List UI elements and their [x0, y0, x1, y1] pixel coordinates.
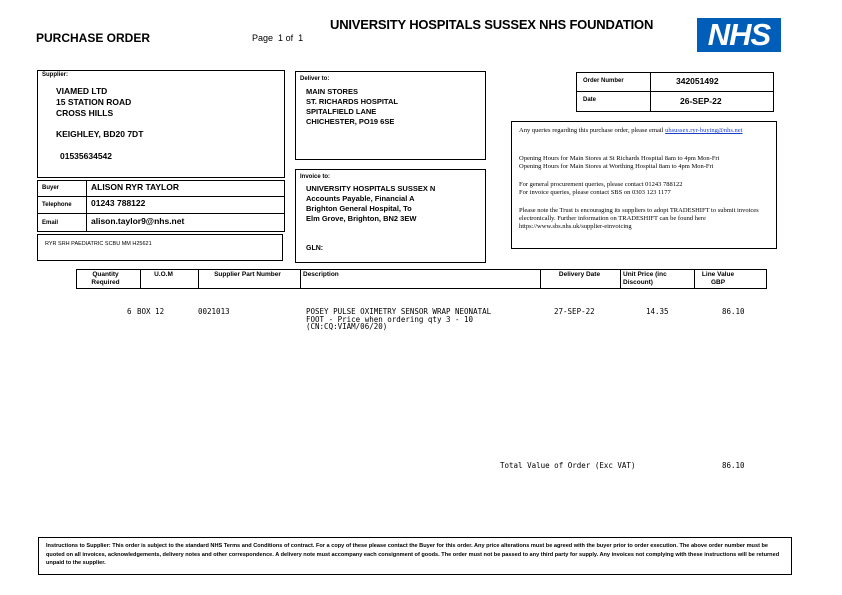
line-delivery-date: 27-SEP-22 [554, 307, 595, 316]
gln-label: GLN: [306, 245, 324, 252]
opening-hours-2: Opening Hours for Main Stores at Worthing Hospital 8am to 4pm Mon-Fri [519, 163, 714, 170]
total-value: 86.10 [722, 461, 745, 470]
line-description-3: (CN:CQ:VIAM/06/20) [306, 322, 388, 331]
supplier-line-2: 15 STATION ROAD [56, 97, 132, 107]
order-date: 26-SEP-22 [680, 96, 722, 106]
deliver-line-2: ST. RICHARDS HOSPITAL [306, 97, 398, 106]
buyer-label: Buyer [42, 185, 60, 191]
line-uom: BOX 12 [137, 307, 165, 316]
queries-email-link[interactable]: uhsussex.ryr-buying@nhs.net [665, 127, 743, 134]
tradeshift-note: Please note the Trust is encouraging its suppliers to adopt TRADESHIFT to submit invoices electronically. Further information on TRADESHIFT can be found here https://www.sbs.nhs.uk/supplier-einvoicing [519, 207, 759, 230]
col-description: Description [303, 271, 339, 278]
document-title: PURCHASE ORDER [36, 31, 151, 45]
invoice-line-1: UNIVERSITY HOSPITALS SUSSEX N [306, 184, 436, 193]
queries-note [519, 127, 769, 135]
line-unit-price: 14.35 [646, 307, 669, 316]
supplier-town-postcode: KEIGHLEY, BD20 7DT [56, 129, 144, 139]
organisation-name: UNIVERSITY HOSPITALS SUSSEX NHS FOUNDATION [330, 17, 654, 32]
reference-box [37, 234, 283, 261]
invoice-line-2: Accounts Payable, Financial A [306, 194, 415, 203]
page-indicator [252, 33, 303, 43]
page-total: 1 [298, 33, 304, 43]
col-line-value: Line Value GBP [701, 271, 735, 286]
supplier-instructions: Instructions to Supplier: This order is subject to the standard NHS Terms and Conditions of contract. For a copy of these please contact the Buyer for this order. Any price alterations must be agreed with the buyer prior to order execution. The above order number must be quoted on all invoices, acknowledgements, delivery notes and other correspondence. A delivery note must accompany each consignment of goods. The order must not be passed to any third party for supply. Any invoices not complying with these instructions will be returned unpaid to the supplier. [46, 543, 780, 566]
invoice-contact: For invoice queries, please contact SBS on 0303 123 1177 [519, 189, 671, 196]
order-number: 342051492 [676, 76, 719, 86]
line-value: 86.10 [722, 307, 745, 316]
col-delivery-date: Delivery Date [558, 271, 601, 278]
invoice-to-label: Invoice to: [300, 174, 331, 180]
buyer-telephone: 01243 788122 [91, 198, 146, 208]
col-uom: U.O.M [154, 271, 173, 278]
opening-hours-1: Opening Hours for Main Stores at St Richards Hospital 8am to 4pm Mon-Fri [519, 155, 720, 162]
line-part-number: 0021013 [198, 307, 230, 316]
invoice-line-3: Brighton General Hospital, To [306, 204, 412, 213]
line-description-2: FOOT - Price when ordering qty 3 - 10 [306, 315, 474, 324]
deliver-to-label: Deliver to: [300, 76, 330, 82]
supplier-line-3: CROSS HILLS [56, 108, 114, 118]
col-quantity: Quantity Required [91, 271, 120, 286]
page-of: of [285, 33, 294, 43]
line-qty: 6 [127, 307, 132, 316]
buyer-name: ALISON RYR TAYLOR [91, 182, 179, 192]
telephone-label: Telephone [42, 202, 72, 208]
invoice-line-4: Elm Grove, Brighton, BN2 3EW [306, 214, 417, 223]
order-date-label: Date [583, 97, 597, 103]
deliver-line-1: MAIN STORES [306, 87, 358, 96]
order-number-label: Order Number [583, 78, 624, 84]
page-number: 1 [278, 33, 284, 43]
deliver-line-3: SPITALFIELD LANE [306, 107, 377, 116]
supplier-line-1: VIAMED LTD [56, 86, 108, 96]
supplier-label: Supplier: [42, 72, 69, 78]
total-label: Total Value of Order (Exc VAT) [500, 461, 636, 470]
supplier-phone: 01535634542 [60, 151, 113, 161]
col-unit-price: Unit Price (inc Discount) [623, 271, 667, 286]
line-description-1: POSEY PULSE OXIMETRY SENSOR WRAP NEONATAL [306, 307, 492, 316]
queries-text: Any queries regarding this purchase order, please email [519, 127, 664, 134]
buyer-email: alison.taylor9@nhs.net [91, 216, 185, 226]
procurement-contact: For general procurement queries, please contact 01243 788122 [519, 181, 683, 188]
buyer-reference: RYR SRH PAEDIATRIC SCBU MM H25621 [45, 241, 152, 247]
deliver-line-4: CHICHESTER, PO19 6SE [306, 117, 395, 126]
col-supplier-part: Supplier Part Number [214, 271, 281, 278]
email-label: Email [42, 220, 59, 226]
page-label: Page [252, 33, 274, 43]
nhs-logo-text: NHS [707, 17, 771, 52]
